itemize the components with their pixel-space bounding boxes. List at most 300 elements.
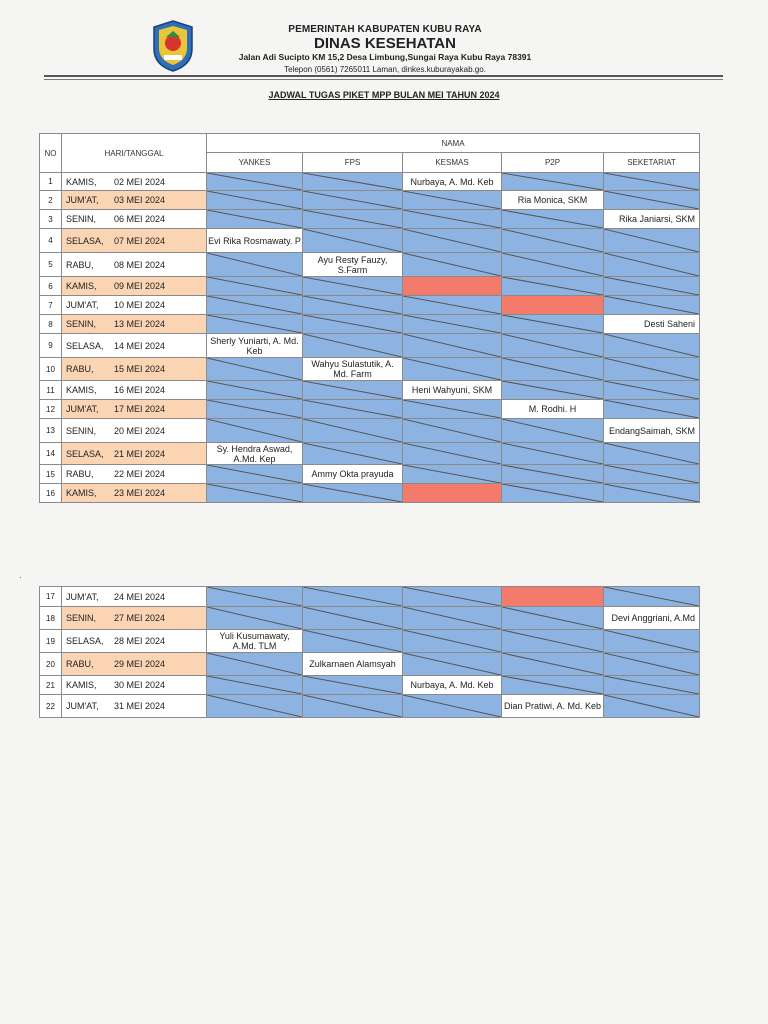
row-weekday: SELASA, <box>66 340 104 351</box>
off-duty-cell-yankes <box>207 676 303 695</box>
diagonal-line <box>207 465 302 483</box>
row-date-value: 09 MEI 2024 <box>114 281 166 291</box>
off-duty-mark <box>303 334 402 357</box>
off-duty-cell-kesmas <box>403 296 502 315</box>
row-number: 9 <box>40 334 62 358</box>
off-duty-mark <box>403 253 501 276</box>
row-number: 21 <box>40 676 62 695</box>
off-duty-cell-yankes <box>207 653 303 676</box>
off-duty-mark <box>403 315 501 333</box>
off-duty-cell-kesmas <box>403 630 502 653</box>
off-duty-mark <box>403 587 501 606</box>
diagonal-line <box>303 400 402 418</box>
off-duty-mark <box>604 400 699 418</box>
diagonal-line <box>604 587 699 606</box>
diagonal-line <box>207 315 302 333</box>
assignee-yankes: Sy. Hendra Aswad, A.Md. Kep <box>207 443 303 465</box>
off-duty-mark <box>502 173 603 190</box>
diagonal-line <box>604 465 699 483</box>
assignee-kesmas: Nurbaya, A. Md. Keb <box>403 173 502 191</box>
off-duty-mark <box>303 400 402 418</box>
off-duty-mark <box>403 210 501 228</box>
off-duty-cell-yankes <box>207 400 303 419</box>
off-duty-mark <box>303 381 402 399</box>
off-duty-cell-seketariat <box>604 296 700 315</box>
off-duty-cell-fps <box>303 381 403 400</box>
off-duty-cell-yankes <box>207 277 303 296</box>
off-duty-mark <box>403 630 501 652</box>
row-date-value: 20 MEI 2024 <box>114 425 166 436</box>
row-weekday: KAMIS, <box>66 176 97 187</box>
off-duty-mark <box>403 296 501 314</box>
off-duty-cell-seketariat <box>604 587 700 607</box>
off-duty-mark <box>604 173 699 190</box>
diagonal-line <box>303 607 402 629</box>
row-weekday: RABU, <box>66 259 94 270</box>
off-duty-mark <box>207 587 302 606</box>
diagonal-line <box>207 400 302 418</box>
diagonal-line <box>502 381 603 399</box>
off-duty-cell-yankes <box>207 587 303 607</box>
row-date-value: 30 MEI 2024 <box>114 680 166 690</box>
off-duty-cell-seketariat <box>604 630 700 653</box>
off-duty-mark <box>502 229 603 252</box>
off-duty-cell-seketariat <box>604 676 700 695</box>
diagonal-line <box>403 419 501 442</box>
diagonal-line <box>303 315 402 333</box>
off-duty-mark <box>604 484 699 502</box>
diagonal-line <box>502 358 603 380</box>
diagonal-line <box>403 358 501 380</box>
off-duty-mark <box>604 253 699 276</box>
diagonal-line <box>207 676 302 694</box>
off-duty-cell-fps <box>303 334 403 358</box>
table-row <box>40 358 700 381</box>
off-duty-cell-fps <box>303 191 403 210</box>
table-row <box>40 253 700 277</box>
off-duty-cell-seketariat <box>604 443 700 465</box>
off-duty-cell-fps <box>303 229 403 253</box>
header-fps: FPS <box>303 153 403 173</box>
off-duty-cell-p2p <box>502 277 604 296</box>
row-number: 10 <box>40 358 62 381</box>
off-duty-mark <box>303 676 402 694</box>
off-duty-mark <box>303 607 402 629</box>
diagonal-line <box>502 607 603 629</box>
row-date-value: 14 MEI 2024 <box>114 340 166 351</box>
row-date <box>62 484 207 503</box>
header-no: NO <box>40 134 62 173</box>
off-duty-cell-kesmas <box>403 229 502 253</box>
off-duty-cell-p2p <box>502 419 604 443</box>
assignee-p2p: Ria Monica, SKM <box>502 191 604 210</box>
diagonal-line <box>303 419 402 442</box>
row-date <box>62 358 207 381</box>
off-duty-cell-p2p <box>502 465 604 484</box>
off-duty-cell-yankes <box>207 695 303 718</box>
row-number: 17 <box>40 587 62 607</box>
off-duty-cell-p2p <box>502 630 604 653</box>
off-duty-cell-fps <box>303 695 403 718</box>
off-duty-cell-kesmas <box>403 315 502 334</box>
diagonal-line <box>207 484 302 502</box>
off-duty-mark <box>303 630 402 652</box>
diagonal-line <box>604 400 699 418</box>
diagonal-line <box>403 695 501 717</box>
row-weekday: RABU, <box>66 364 94 374</box>
row-date-value: 27 MEI 2024 <box>114 613 166 623</box>
diagonal-line <box>303 277 402 295</box>
assignee-fps: Ammy Okta prayuda <box>303 465 403 484</box>
diagonal-line <box>303 587 402 606</box>
off-duty-cell-fps <box>303 210 403 229</box>
row-weekday: SENIN, <box>66 613 97 623</box>
off-duty-mark <box>502 676 603 694</box>
diagonal-line <box>604 277 699 295</box>
row-date-value: 21 MEI 2024 <box>114 448 166 459</box>
row-date-value: 13 MEI 2024 <box>114 319 166 329</box>
diagonal-line <box>604 334 699 357</box>
diagonal-line <box>403 191 501 209</box>
off-duty-mark <box>604 630 699 652</box>
off-duty-cell-seketariat <box>604 484 700 503</box>
diagonal-line <box>502 653 603 675</box>
off-duty-cell-p2p <box>502 653 604 676</box>
assignee-yankes: Sherly Yuniarti, A. Md. Keb <box>207 334 303 358</box>
off-duty-cell-seketariat <box>604 400 700 419</box>
document-title: JADWAL TUGAS PIKET MPP BULAN MEI TAHUN 2024 <box>268 90 500 100</box>
off-duty-cell-seketariat <box>604 173 700 191</box>
off-duty-mark <box>502 607 603 629</box>
row-date <box>62 400 207 419</box>
table-row <box>40 607 700 630</box>
row-date-value: 31 MEI 2024 <box>114 701 166 711</box>
off-duty-cell-kesmas <box>403 358 502 381</box>
diagonal-line <box>403 315 501 333</box>
assignee-seketariat: Devi Anggriani, A.Md <box>604 607 700 630</box>
table-row <box>40 630 700 653</box>
row-weekday: JUM'AT, <box>66 701 99 711</box>
row-weekday: RABU, <box>66 659 94 669</box>
table-row <box>40 296 700 315</box>
off-duty-mark <box>207 676 302 694</box>
row-date <box>62 653 207 676</box>
off-duty-cell-fps <box>303 419 403 443</box>
off-duty-cell-p2p <box>502 210 604 229</box>
off-duty-mark <box>604 443 699 464</box>
off-duty-mark <box>303 277 402 295</box>
row-date-value: 07 MEI 2024 <box>114 235 166 246</box>
off-duty-cell-yankes <box>207 315 303 334</box>
off-duty-mark <box>403 229 501 252</box>
row-date <box>62 253 207 277</box>
off-duty-cell-yankes <box>207 253 303 277</box>
off-duty-mark <box>403 653 501 675</box>
row-weekday: KAMIS, <box>66 488 97 498</box>
off-duty-mark <box>502 210 603 228</box>
row-date-value: 23 MEI 2024 <box>114 488 166 498</box>
diagonal-line <box>303 676 402 694</box>
row-date <box>62 296 207 315</box>
row-weekday: SENIN, <box>66 319 97 329</box>
diagonal-line <box>207 210 302 228</box>
off-duty-mark <box>303 484 402 502</box>
off-duty-cell-p2p <box>502 173 604 191</box>
row-number: 19 <box>40 630 62 653</box>
row-date-value: 03 MEI 2024 <box>114 195 166 205</box>
diagonal-line <box>502 229 603 252</box>
off-duty-cell-seketariat <box>604 253 700 277</box>
diagonal-line <box>303 381 402 399</box>
row-date <box>62 229 207 253</box>
diagonal-line <box>303 296 402 314</box>
row-number: 2 <box>40 191 62 210</box>
row-number: 3 <box>40 210 62 229</box>
diagonal-line <box>403 443 501 464</box>
off-duty-cell-fps <box>303 315 403 334</box>
row-date <box>62 630 207 653</box>
diagonal-line <box>604 358 699 380</box>
off-duty-mark <box>403 443 501 464</box>
off-duty-mark <box>502 653 603 675</box>
letterhead-government: PEMERINTAH KABUPATEN KUBU RAYA <box>288 24 482 35</box>
diagonal-line <box>207 358 302 380</box>
row-date <box>62 381 207 400</box>
off-duty-cell-kesmas <box>403 210 502 229</box>
off-duty-cell-seketariat <box>604 653 700 676</box>
off-duty-cell-seketariat <box>604 381 700 400</box>
off-duty-cell-yankes <box>207 607 303 630</box>
off-duty-cell-kesmas <box>403 400 502 419</box>
row-number: 7 <box>40 296 62 315</box>
off-duty-mark <box>207 277 302 295</box>
diagonal-line <box>403 653 501 675</box>
off-duty-cell-p2p <box>502 334 604 358</box>
off-duty-cell-fps <box>303 443 403 465</box>
off-duty-mark <box>502 253 603 276</box>
off-duty-cell-yankes <box>207 210 303 229</box>
row-number: 14 <box>40 443 62 465</box>
off-duty-cell-yankes <box>207 296 303 315</box>
row-weekday: SELASA, <box>66 235 104 246</box>
off-duty-mark <box>403 400 501 418</box>
diagonal-line <box>207 173 302 190</box>
off-duty-cell-fps <box>303 400 403 419</box>
row-number: 13 <box>40 419 62 443</box>
off-duty-mark <box>502 419 603 442</box>
diagonal-line <box>604 676 699 694</box>
row-date-value: 02 MEI 2024 <box>114 176 166 187</box>
diagonal-line <box>502 630 603 652</box>
header-kesmas: KESMAS <box>403 153 502 173</box>
diagonal-line <box>604 229 699 252</box>
table-row <box>40 695 700 718</box>
off-duty-cell-yankes <box>207 191 303 210</box>
off-duty-mark <box>207 653 302 675</box>
table-row <box>40 653 700 676</box>
diagonal-line <box>403 210 501 228</box>
diagonal-line <box>604 653 699 675</box>
diagonal-line <box>303 173 402 190</box>
off-duty-mark <box>303 315 402 333</box>
off-duty-mark <box>502 630 603 652</box>
row-date <box>62 607 207 630</box>
off-duty-cell-seketariat <box>604 229 700 253</box>
off-duty-cell-fps <box>303 173 403 191</box>
off-duty-cell-seketariat <box>604 191 700 210</box>
diagonal-line <box>303 484 402 502</box>
diagonal-line <box>403 607 501 629</box>
table-row <box>40 443 700 465</box>
row-date-value: 17 MEI 2024 <box>114 404 166 414</box>
diagonal-line <box>403 400 501 418</box>
row-date <box>62 443 207 465</box>
diagonal-line <box>303 443 402 464</box>
header-yankes: YANKES <box>207 153 303 173</box>
table-row <box>40 587 700 607</box>
off-duty-mark <box>403 358 501 380</box>
row-date-value: 29 MEI 2024 <box>114 659 166 669</box>
assignee-p2p: Dian Pratiwi, A. Md. Keb <box>502 695 604 718</box>
off-duty-mark <box>207 484 302 502</box>
off-duty-mark <box>303 296 402 314</box>
off-duty-cell-p2p <box>502 381 604 400</box>
off-duty-cell-kesmas <box>403 653 502 676</box>
row-number: 1 <box>40 173 62 191</box>
row-date <box>62 676 207 695</box>
off-duty-mark <box>604 695 699 717</box>
off-duty-mark <box>502 358 603 380</box>
schedule-table-part-2 <box>39 586 700 718</box>
assignee-fps: Zulkarnaen Alamsyah <box>303 653 403 676</box>
off-duty-mark <box>403 465 501 483</box>
header-p2p: P2P <box>502 153 604 173</box>
row-date-value: 28 MEI 2024 <box>114 636 166 646</box>
off-duty-mark <box>502 381 603 399</box>
row-date-value: 08 MEI 2024 <box>114 259 166 270</box>
diagonal-line <box>303 334 402 357</box>
diagonal-line <box>303 191 402 209</box>
row-number: 20 <box>40 653 62 676</box>
row-weekday: SELASA, <box>66 636 104 646</box>
off-duty-cell-fps <box>303 587 403 607</box>
diagonal-line <box>604 381 699 399</box>
off-duty-mark <box>604 587 699 606</box>
diagonal-line <box>207 277 302 295</box>
row-number: 16 <box>40 484 62 503</box>
diagonal-line <box>303 630 402 652</box>
table-row <box>40 173 700 191</box>
off-duty-mark <box>207 381 302 399</box>
letterhead-agency: DINAS KESEHATAN <box>314 35 456 52</box>
off-duty-cell-yankes <box>207 465 303 484</box>
schedule-table-part-1 <box>39 133 700 503</box>
off-duty-mark <box>207 210 302 228</box>
off-duty-cell-yankes <box>207 419 303 443</box>
assignee-seketariat: Desti Saheni <box>604 315 700 334</box>
diagonal-line <box>502 465 603 483</box>
off-duty-cell-kesmas <box>403 695 502 718</box>
off-duty-mark <box>604 676 699 694</box>
row-date <box>62 173 207 191</box>
row-weekday: SENIN, <box>66 425 97 436</box>
letterhead-rule-thin <box>44 79 723 80</box>
off-duty-mark <box>502 315 603 333</box>
off-duty-cell-fps <box>303 676 403 695</box>
off-duty-cell-kesmas <box>403 607 502 630</box>
diagonal-line <box>207 695 302 717</box>
diagonal-line <box>403 465 501 483</box>
diagonal-line <box>403 630 501 652</box>
off-duty-mark <box>604 334 699 357</box>
diagonal-line <box>604 296 699 314</box>
off-duty-mark <box>604 277 699 295</box>
row-date-value: 10 MEI 2024 <box>114 300 166 310</box>
table-row <box>40 334 700 358</box>
diagonal-line <box>303 695 402 717</box>
off-duty-mark <box>207 695 302 717</box>
header-nama: NAMA <box>207 134 700 153</box>
off-duty-cell-p2p <box>502 315 604 334</box>
off-duty-cell-seketariat <box>604 465 700 484</box>
diagonal-line <box>502 315 603 333</box>
off-duty-cell-p2p <box>502 484 604 503</box>
diagonal-line <box>403 253 501 276</box>
row-date <box>62 695 207 718</box>
row-number: 18 <box>40 607 62 630</box>
off-duty-mark <box>207 253 302 276</box>
letterhead-address: Jalan Adi Sucipto KM 15,2 Desa Limbung,Sungai Raya Kubu Raya 78391 <box>238 52 532 62</box>
off-duty-cell-yankes <box>207 173 303 191</box>
vacant-cell-p2p <box>502 296 604 315</box>
off-duty-cell-kesmas <box>403 465 502 484</box>
off-duty-cell-p2p <box>502 607 604 630</box>
off-duty-cell-kesmas <box>403 191 502 210</box>
off-duty-mark <box>303 210 402 228</box>
row-date-value: 22 MEI 2024 <box>114 469 166 479</box>
diagonal-line <box>207 653 302 675</box>
table-row <box>40 484 700 503</box>
diagonal-line <box>604 695 699 717</box>
off-duty-mark <box>207 465 302 483</box>
diagonal-line <box>604 630 699 652</box>
off-duty-cell-seketariat <box>604 334 700 358</box>
diagonal-line <box>207 253 302 276</box>
off-duty-cell-fps <box>303 296 403 315</box>
table-row <box>40 381 700 400</box>
row-weekday: KAMIS, <box>66 680 97 690</box>
assignee-kesmas: Heni Wahyuni, SKM <box>403 381 502 400</box>
row-weekday: SELASA, <box>66 448 104 459</box>
diagonal-line <box>403 334 501 357</box>
row-weekday: KAMIS, <box>66 281 97 291</box>
off-duty-mark <box>207 315 302 333</box>
off-duty-cell-p2p <box>502 676 604 695</box>
off-duty-mark <box>604 296 699 314</box>
off-duty-mark <box>303 695 402 717</box>
stray-mark: · <box>19 573 22 582</box>
row-date <box>62 419 207 443</box>
off-duty-mark <box>207 607 302 629</box>
off-duty-cell-seketariat <box>604 277 700 296</box>
row-weekday: KAMIS, <box>66 385 97 395</box>
off-duty-cell-kesmas <box>403 253 502 277</box>
assignee-fps: Wahyu Sulastutik, A. Md. Farm <box>303 358 403 381</box>
row-weekday: JUM'AT, <box>66 591 99 602</box>
off-duty-cell-seketariat <box>604 695 700 718</box>
off-duty-cell-yankes <box>207 358 303 381</box>
row-number: 11 <box>40 381 62 400</box>
